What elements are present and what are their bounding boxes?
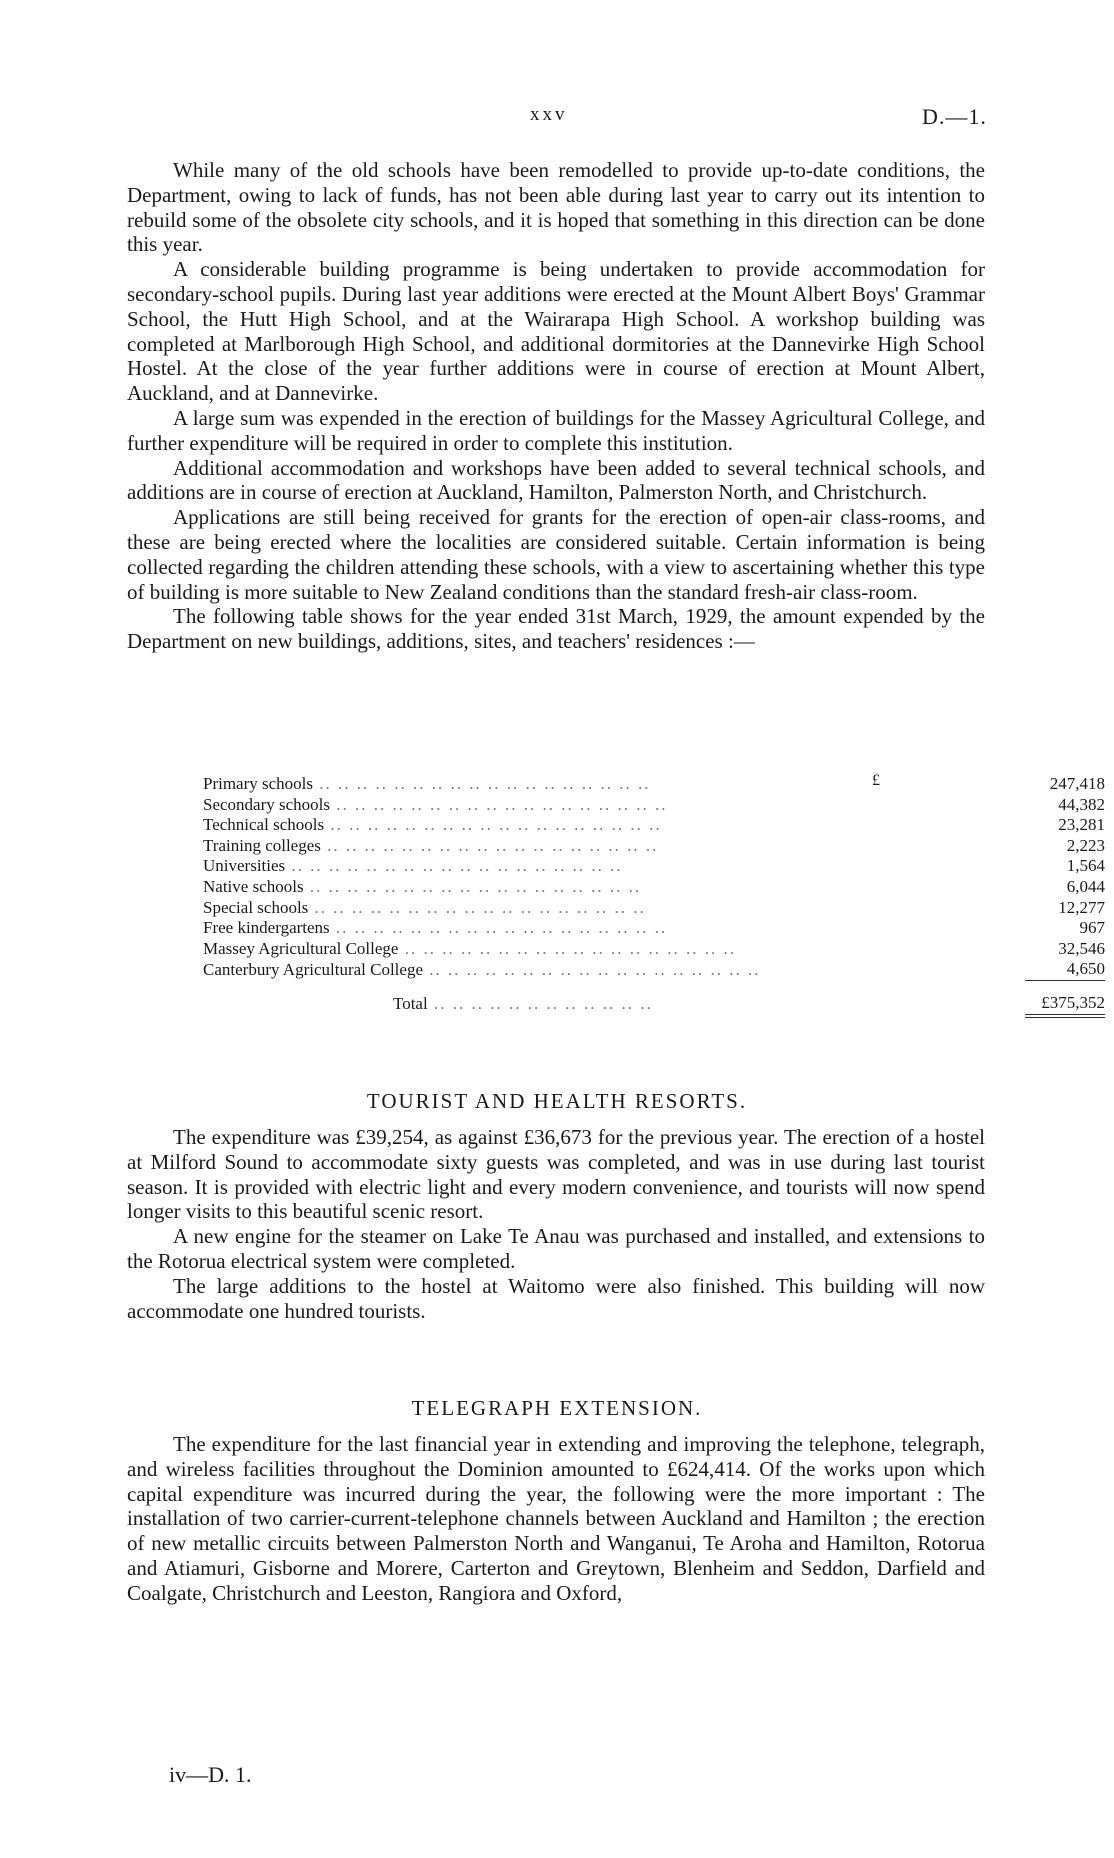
paragraph: A new engine for the steamer on Lake Te Anau was purchased and installed, and extensions to the Rotorua electrical system were completed. [127, 1224, 985, 1273]
table-row: Universities .. .. .. .. .. .. .. .. .. .. .. .. .. .. .. .. .. .. 1,564 [203, 856, 1105, 876]
paragraph: The large additions to the hostel at Waitomo were also finished. This building will now accommodate one hundred tourists. [127, 1273, 985, 1323]
table-row: Free kindergartens .. .. .. .. .. .. .. .. .. .. .. .. .. .. .. .. .. .. 967 [203, 918, 1105, 938]
total-amount: £375,352 [1025, 980, 1105, 1015]
table-row: Canterbury Agricultural College .. .. .. .. .. .. .. .. .. .. .. .. .. .. .. .. .. .. 4,650 [203, 959, 1105, 979]
page-number: xxv [530, 104, 568, 125]
paragraph: The following table shows for the year ended 31st March, 1929, the amount expended by the Department on new buildings, additions, sites, and teachers' residences :— [127, 604, 985, 654]
row-label: Native schools [203, 876, 304, 896]
row-amount: 967 [1079, 918, 1105, 938]
row-label: Universities [203, 856, 286, 876]
row-label: Special schools [203, 897, 309, 917]
table-row: Massey Agricultural College .. .. .. .. .. .. .. .. .. .. .. .. .. .. .. .. .. .. 32,546 [203, 938, 1105, 958]
tourist-section [127, 1125, 985, 1323]
row-label: Technical schools [203, 815, 325, 835]
row-amount: 247,418 [1049, 774, 1105, 793]
row-amount: 1,564 [1066, 856, 1105, 876]
paragraph: The expenditure was £39,254, as against £36,673 for the previous year. The erection of a hostel at Milford Sound to accommodate sixty guests was completed, and was in use during last tourist season. It is provided with electric light and every modern convenience, and tourists will now spend longer visits to this beautiful scenic resort. [127, 1125, 985, 1224]
paragraph: Additional accommodation and workshops have been added to several technical schools, and additions are in course of erection at Auckland, Hamilton, Palmerston North, and Christchurch. [127, 455, 985, 505]
document-reference: D.—1. [922, 104, 987, 129]
row-amount: 12,277 [1058, 897, 1105, 917]
table-row: Native schools .. .. .. .. .. .. .. .. .. .. .. .. .. .. .. .. .. .. 6,044 [203, 876, 1105, 896]
table-row: Training colleges .. .. .. .. .. .. .. .. .. .. .. .. .. .. .. .. .. .. 2,223 [203, 835, 1105, 855]
row-label: Massey Agricultural College [203, 938, 399, 958]
row-amount: 32,546 [1058, 938, 1105, 958]
table-row: Technical schools .. .. .. .. .. .. .. .. .. .. .. .. .. .. .. .. .. .. 23,281 [203, 815, 1105, 835]
paragraph: The expenditure for the last financial year in extending and improving the telephone, telegraph, and wireless facilities throughout the Dominion amounted to £624,414. Of the works upon which capital expenditure was incurred during the year, the following were the more important : The installation of two carrier-current-telephone channels between Auckland and Hamilton ; the erection of new metallic circuits between Palmerston North and Wanganui, Te Aroha and Hamilton, Rotorua and Atiamuri, Gisborne and Morere, Carterton and Greytown, Blenheim and Seddon, Darfield and Coalgate, Christchurch and Leeston, Rangiora and Oxford, [127, 1432, 985, 1605]
section-heading-tourist: TOURIST AND HEALTH RESORTS. [366, 1089, 748, 1113]
expenditure-table [203, 774, 1105, 1018]
paragraph: A large sum was expended in the erection of buildings for the Massey Agricultural College, and further expenditure will be required in order to complete this institution. [127, 405, 985, 455]
row-amount: 44,382 [1058, 794, 1105, 814]
row-label: Training colleges [203, 835, 321, 855]
row-amount: 4,650 [1066, 959, 1105, 979]
section-heading-telegraph: TELEGRAPH EXTENSION. [411, 1396, 703, 1420]
row-label: Free kindergartens [203, 918, 330, 938]
row-amount: 23,281 [1058, 815, 1105, 835]
paragraph: While many of the old schools have been remodelled to provide up-to-date conditions, the Department, owing to lack of funds, has not been able during last year to carry out its intention to rebuild some of the obsolete city schools, and it is hoped that something in this direction can be done this year. [127, 158, 985, 257]
paragraph: A considerable building programme is being undertaken to provide accommodation for secondary-school pupils. During last year additions were erected at the Mount Albert Boys' Grammar School, the Hutt High School, and at the Wairarapa High School. A workshop building was completed at Marlborough High School, and additional dormitories at the Dannevirke High School Hostel. At the close of the year further additions were in course of erection at Mount Albert, Auckland, and at Dannevirke. [127, 257, 985, 406]
footer-signature: iv—D. 1. [169, 1762, 252, 1787]
table-row: Special schools .. .. .. .. .. .. .. .. .. .. .. .. .. .. .. .. .. .. 12,277 [203, 897, 1105, 917]
row-amount: 6,044 [1066, 876, 1105, 896]
row-label: Secondary schools [203, 794, 331, 814]
currency-header: £ [872, 772, 880, 789]
paragraph: Applications are still being received for grants for the erection of open-air class-rooms, and these are being erected where the localities are considered suitable. Certain information is being collected regarding the children attending these schools, with a view to ascertaining whether this type of building is more suitable to New Zealand conditions than the standard fresh-air class-room. [127, 505, 985, 604]
row-label: Canterbury Agricultural College [203, 959, 423, 979]
table-row: Secondary schools .. .. .. .. .. .. .. .. .. .. .. .. .. .. .. .. .. .. 44,382 [203, 794, 1105, 814]
table-row: Primary schools .. .. .. .. .. .. .. .. .. .. .. .. .. .. .. .. .. .. 247,418 [203, 774, 1105, 793]
total-label: Total [393, 993, 428, 1013]
total-row: Total .. .. .. .. .. .. .. .. .. .. .. .. £375,352 [203, 980, 1105, 1015]
row-label: Primary schools [203, 774, 314, 793]
telegraph-section [127, 1432, 985, 1606]
row-amount: 2,223 [1066, 835, 1105, 855]
intro-section [127, 158, 985, 654]
